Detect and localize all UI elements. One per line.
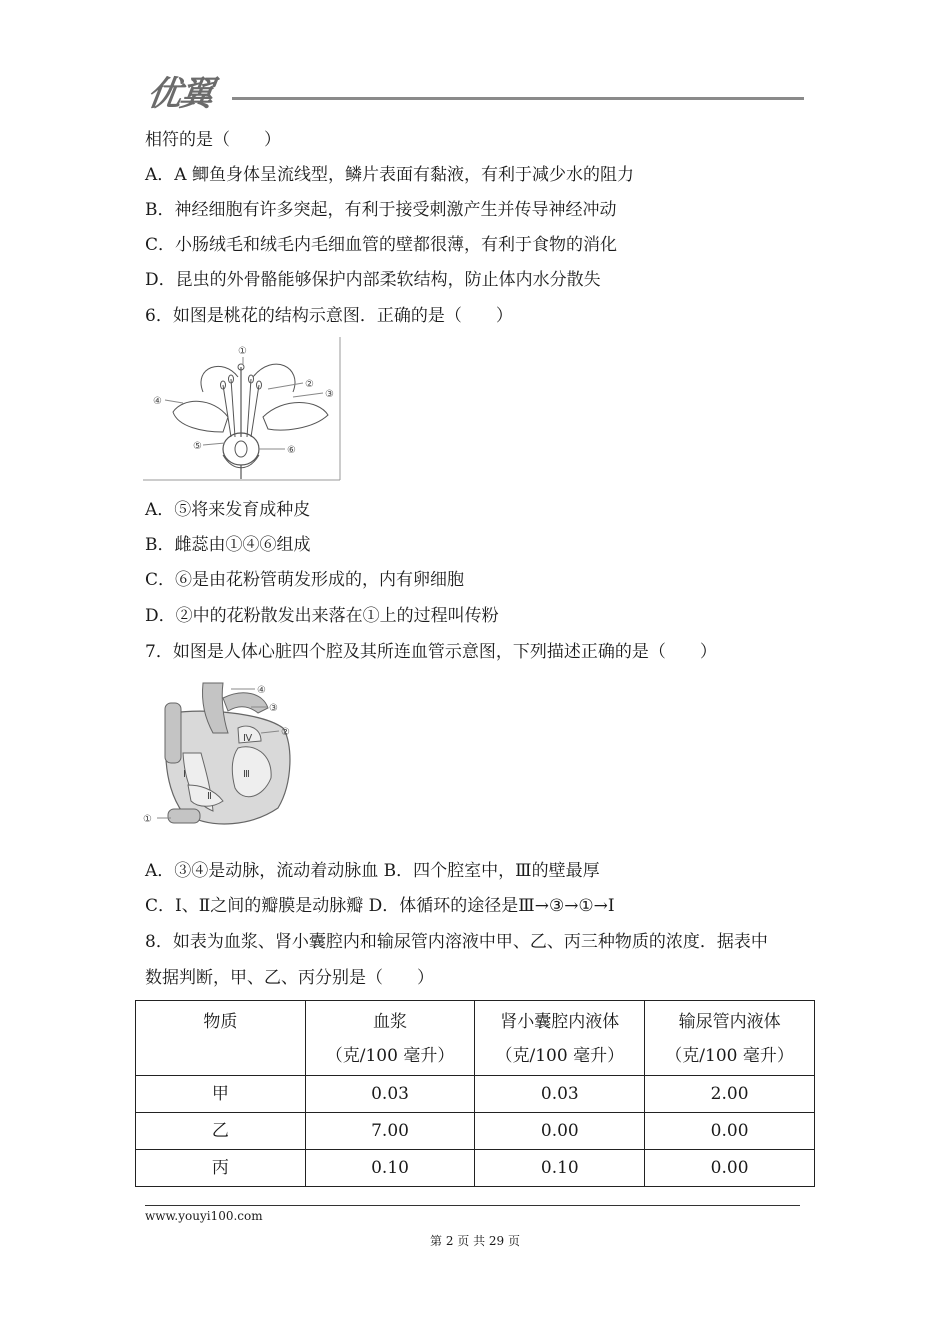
page-number: 第 2 页 共 29 页 <box>430 1234 520 1248</box>
q6-option-b: B．雌蕊由①④⑥组成 <box>145 535 311 555</box>
heart-chamber-4: Ⅳ <box>243 733 253 744</box>
heart-chamber-1: Ⅰ <box>183 769 186 780</box>
heart-figure <box>143 673 303 833</box>
q5-option-b: B．神经细胞有许多突起，有利于接受刺激产生并传导神经冲动 <box>145 200 617 220</box>
q5-option-a: A．A 鲫鱼身体呈流线型，鳞片表面有黏液，有利于减少水的阻力 <box>145 165 634 185</box>
table-row: 甲 0.03 0.03 2.00 <box>136 1076 815 1113</box>
q8-stem-line1: 8．如表为血浆、肾小囊腔内和输尿管内溶液中甲、乙、丙三种物质的浓度．据表中 <box>145 932 768 952</box>
header-cell-ureter: 输尿管内液体 （克/100 毫升） <box>645 1001 815 1076</box>
header-cell-substance: 物质 <box>136 1001 306 1076</box>
heart-label-1: ① <box>143 814 152 825</box>
peach-flower-figure <box>143 337 343 482</box>
flower-label-3: ③ <box>325 389 334 400</box>
heart-label-4: ④ <box>257 685 266 696</box>
brand-logo: 优翼 <box>144 74 215 114</box>
q5-option-c: C．小肠绒毛和绒毛内毛细血管的壁都很薄，有利于食物的消化 <box>145 235 618 255</box>
table-row: 丙 0.10 0.10 0.00 <box>136 1150 815 1187</box>
flower-label-5: ⑤ <box>193 441 202 452</box>
q8-stem-line2: 数据判断，甲、乙、丙分别是（ ） <box>145 968 434 988</box>
heart-label-2: ② <box>281 727 290 738</box>
table-row: 乙 7.00 0.00 0.00 <box>136 1113 815 1150</box>
q5-option-d: D．昆虫的外骨骼能够保护内部柔软结构，防止体内水分散失 <box>145 270 601 290</box>
q7-options-cd: C．Ⅰ、Ⅱ之间的瓣膜是动脉瓣 D．体循环的途径是Ⅲ→③→①→Ⅰ <box>145 896 615 916</box>
footer-rule <box>145 1205 800 1206</box>
header-rule <box>232 97 804 100</box>
flower-label-2: ② <box>305 379 314 390</box>
heart-chamber-2: Ⅱ <box>207 791 212 802</box>
q7-options-ab: A．③④是动脉，流动着动脉血 B．四个腔室中，Ⅲ的壁最厚 <box>145 861 600 881</box>
flower-label-4: ④ <box>153 396 162 407</box>
header-cell-capsule: 肾小囊腔内液体 （克/100 毫升） <box>475 1001 645 1076</box>
q6-option-c: C．⑥是由花粉管萌发形成的，内有卵细胞 <box>145 570 465 590</box>
q6-option-a: A．⑤将来发育成种皮 <box>145 500 311 520</box>
footer-url: www.youyi100.com <box>145 1209 263 1223</box>
q6-option-d: D．②中的花粉散发出来落在①上的过程叫传粉 <box>145 606 499 626</box>
flower-label-1: ① <box>238 346 247 357</box>
table-header-row <box>136 1001 815 1076</box>
heart-label-3: ③ <box>269 703 278 714</box>
heart-chamber-3: Ⅲ <box>243 769 250 780</box>
header-cell-plasma: 血浆 （克/100 毫升） <box>305 1001 475 1076</box>
concentration-table <box>135 1000 815 1187</box>
flower-label-6: ⑥ <box>287 445 296 456</box>
q5-stem-tail: 相符的是（ ） <box>145 130 281 150</box>
q7-stem: 7．如图是人体心脏四个腔及其所连血管示意图，下列描述正确的是（ ） <box>145 642 717 662</box>
q6-stem: 6．如图是桃花的结构示意图．正确的是（ ） <box>145 306 513 326</box>
